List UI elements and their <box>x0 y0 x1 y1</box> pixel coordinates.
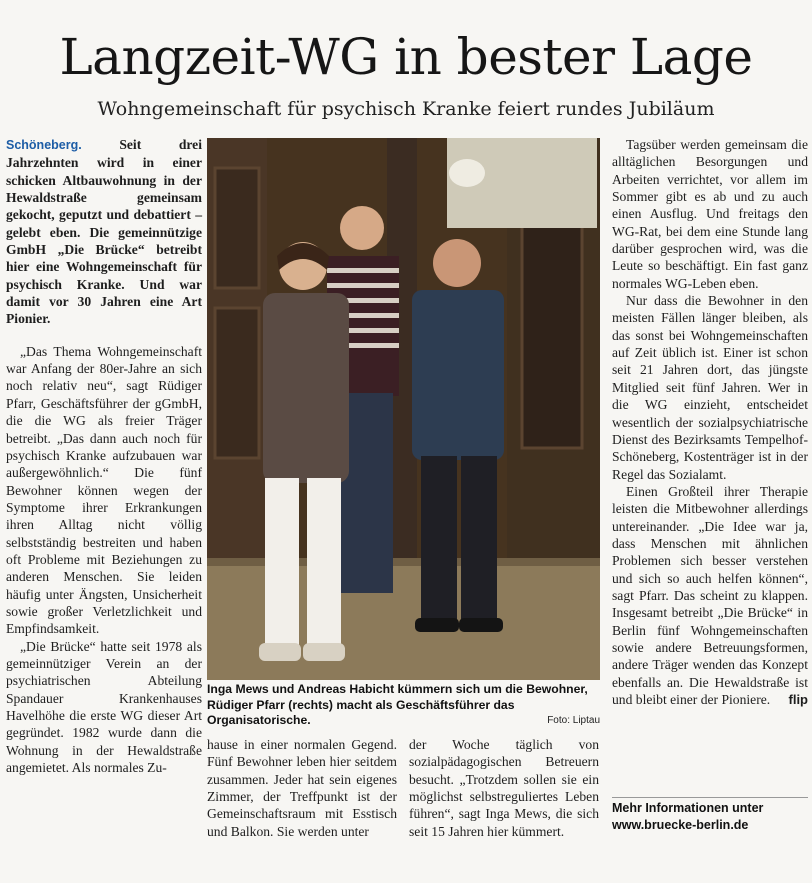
body-paragraph: hause in einer normalen Gegend. Fünf Bewohner leben hier seitdem zusammen. Jeder hat sein eigenes Zimmer, der Treffpunkt ist der Gemeinschaftsraum mit Esstisch und Balkon. Sie werden unter <box>207 737 397 839</box>
body-paragraph: „Das Thema Wohngemeinschaft war Anfang der 80er-Jahre an sich noch relativ neu“, sagt Rüdiger Pfarr, Geschäftsführer der gGmbH, die die WG als freier Träger betreibt. „Das dann auch noch für psychisch Kranke aufzubauen war außergewöhnlich.“ Die fünf Bewohner können wegen der Symptome ihrer Erkrankungen ihren Alltag nicht völlig selbstständig bestreiten und haben oft Probleme mit Beziehungen zu anderen Menschen. Sie leiden häufig unter Ängsten, Unsicherheit sowie großer Verletzlichkeit und Empfindsamkeit. <box>6 343 202 637</box>
info-divider <box>612 797 808 798</box>
body-paragraph: Nur dass die Bewohner in den meisten Fällen länger bleiben, als das sonst bei Wohngemeinschaften auf Zeit üblich ist. Einer ist schon seit 21 Jahren dort, das jüngste Mitglied seit fünf Jahren. Wer in die WG einzieht, entscheidet wesentlich der sozialpsychiatrische Dienst des Bezirksamts Tempelhof-Schöneberg, Kostenträger ist in der Regel das Sozialamt. <box>612 293 808 482</box>
photo-credit: Foto: Liptau <box>547 715 600 726</box>
lead-text: Seit drei Jahrzehnten wird in einer schicken Altbauwohnung in der Hewaldstraße gemeinsam gekocht, geputzt und debattiert – gelebt eben. Die gemeinnützige GmbH „Die Brücke“ betreibt hier eine Wohngemeinschaft für psychisch Kranke. Und war damit vor 30 Jahren eine Art Pionier. <box>6 137 202 327</box>
article-column-3 <box>409 736 599 840</box>
photo-caption <box>207 682 600 729</box>
body-paragraph: „Die Brücke“ hatte seit 1978 als gemeinnütziger Verein an der psychiatrischen Abteilung Spandauer Krankenhauses Havelhöhe die erste WG dieser Art gegründet. 1982 wurde dann die Wohnung in der Hewaldstraße angemietet. Als normales Zu- <box>6 638 202 776</box>
dateline: Schöneberg. <box>6 138 82 152</box>
subheadline: Wohngemeinschaft für psychisch Kranke feiert rundes Jubiläum <box>97 98 715 120</box>
article-photo <box>207 138 600 680</box>
info-box <box>612 800 808 834</box>
caption-text: Inga Mews und Andreas Habicht kümmern sich um die Bewohner, Rüdiger Pfarr (rechts) macht als Geschäftsführer das Organisatorische. <box>207 682 588 727</box>
headline: Langzeit-WG in bester Lage <box>59 28 753 86</box>
info-label: Mehr Informationen unter <box>612 801 764 815</box>
body-paragraph: Tagsüber werden gemeinsam die alltäglichen Besorgungen und Arbeiten verrichtet, vor allem im Sommer gibt es ab und zu auch einen Ausflug. Und freitags den WG-Rat, bei dem eine Stunde lang darüber gesprochen wird, was die Leute so beschäftigt. Ein fast ganz normales WG-Leben eben. <box>612 137 808 291</box>
body-paragraph <box>612 483 808 708</box>
article-column-4 <box>612 136 808 708</box>
lead-paragraph <box>6 136 202 328</box>
body-paragraph: der Woche täglich von sozialpädagogischen Betreuern besucht. „Trotzdem sollen sie ein möglichst selbstreguliertes Leben führen“, sagt Inga Mews, die sich seit 15 Jahren hier kümmert. <box>409 737 599 839</box>
author-signature: flip <box>788 692 808 707</box>
info-url-link[interactable]: www.bruecke-berlin.de <box>612 818 749 832</box>
article-column-1 <box>6 136 202 776</box>
photo-illustration <box>207 138 600 680</box>
final-paragraph-text: Einen Großteil ihrer Therapie leisten die Mitbewohner allerdings untereinander. „Die Idee war ja, dass Menschen mit ähnlichen Problemen sich besser verstehen und sich so auch helfen können“, sagt Pfarr. Das scheint zu klappen. Insgesamt betreibt „Die Brücke“ in Berlin fünf Wohngemeinschaften sowie andere Betreuungsformen, andere Träger wenden das Konzept ebenfalls an. Die Hewaldstraße ist und bleibt einer der Pioniere. <box>612 483 808 707</box>
article-column-2 <box>207 736 397 840</box>
